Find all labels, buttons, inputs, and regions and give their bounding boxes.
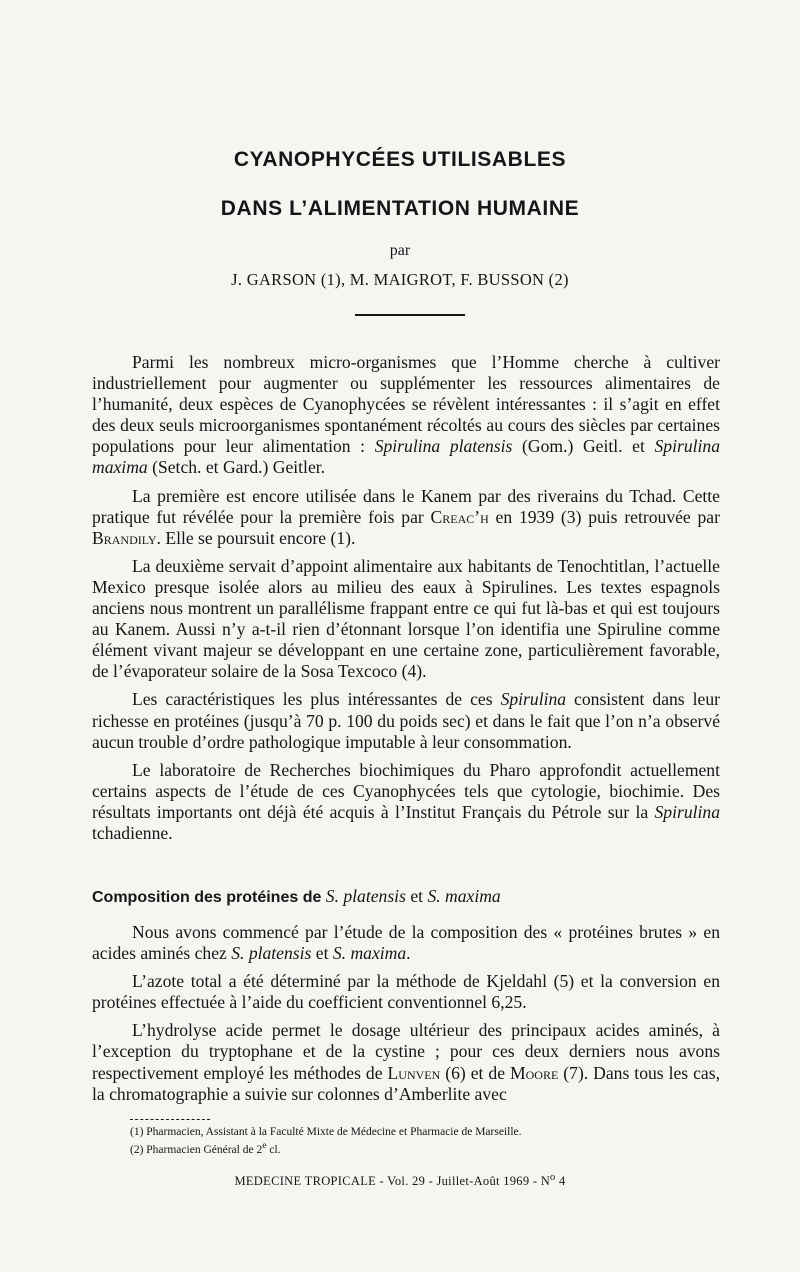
species-name: Spirulina [500,689,567,710]
intro-paragraph-2 [92,486,720,549]
text-run: La première est encore utilisée dans le Kanem par des riverains du Tchad. Cette pratique fut révélée pour la première fois par [92,485,720,527]
text-run: (2) Pharmacien Général de 2 [130,1143,263,1156]
author-name: Moore [510,1062,559,1083]
text-run: MEDECINE TROPICALE - Vol. 29 - Juillet-Août 1969 - N [234,1174,551,1189]
author-name: Brandily [92,527,157,548]
text-run: et [410,886,424,906]
intro-paragraph-3 [92,556,720,683]
text-run: Parmi les nombreux micro-organismes que l’Homme cherche à cultiver industriellement pour augmenter ou supplémenter les ressources alimentaires de l’humanité, deux espèces de Cyanophycées se révèlent intéressantes : il s’agit en effet des deux seuls microorganismes spontanément récoltés au cours des siècles par certaines populations pour leur alimentation : [92,352,720,457]
species-name: S. platensis [231,943,312,964]
text-run: et [311,943,333,964]
title-separator-rule [355,314,465,316]
journal-footer [0,1172,800,1189]
species-name: Spirulina [654,801,720,822]
section-heading [92,886,501,907]
text-run: L’hydrolyse acide permet le dosage ultérieur des principaux acides aminés, à l’exception du tryptophane et de la cystine ; pour ces deux derniers nous avons respectivement employé les méthodes de [92,1020,720,1083]
superscript: e [262,1140,267,1151]
superscript: o [550,1172,556,1183]
text-run: L’azote total a été déterminé par la méthode de Kjeldahl (5) et la conversion en protéines effectuée à l’aide du coefficient conventionnel 6,25. [92,971,720,1013]
text-run: (6) et de [440,1062,510,1083]
text-run: . Elle se poursuit encore (1). [156,527,356,548]
species-name: S. platensis [325,886,406,906]
section-paragraph-2 [92,971,720,1013]
intro-paragraph-1 [92,352,720,479]
text-run: (Setch. et Gard.) Geitler. [147,457,326,478]
intro-paragraph-4 [92,689,720,752]
intro-text [92,352,720,851]
intro-paragraph-5 [92,760,720,844]
author-name: Lunven [387,1062,441,1083]
footnote-1: (1) Pharmacien, Assistant à la Faculté Mixte de Médecine et Pharmacie de Marseille. [130,1126,522,1138]
text-run: Les caractéristiques les plus intéressantes de ces [132,689,501,710]
text-run: . [406,943,411,964]
text-run: (Gom.) Geitl. et [512,436,655,457]
text-run: en 1939 (3) puis retrouvée par [488,506,720,527]
section-paragraph-3 [92,1020,720,1104]
by-label: par [389,242,411,259]
article-title-line-1: CYANOPHYCÉES UTILISABLES [233,148,567,171]
text-run: Le laboratoire de Recherches biochimiques du Pharo approfondit actuellement certains aspects de l’étude de ces Cyanophycées tels que cytologie, biochimie. Des résultats importants ont déjà été acquis à l’Institut Français du Pétrole sur la [92,759,720,822]
authors-line: J. GARSON (1), M. MAIGROT, F. BUSSON (2) [231,270,569,289]
section-paragraph-1 [92,922,720,964]
text-run: tchadienne. [92,822,173,843]
footnote-2 [130,1139,522,1157]
text-run: La deuxième servait d’appoint alimentaire aux habitants de Tenochtitlan, l’actuelle Mexico presque isolée alors au milieu des eaux à Spirulines. Les textes espagnols anciens nous montrent un parallélisme frappant entre ce qui fut là-bas et qui est toujours au Kanem. Aussi n’y a-t-il rien d’étonnant lorsque l’on identifia une Spiruline comme élément vivant majeur se développant en une certaine zone, particulièrement favorable, de l’évaporateur solaire de la Sosa Texcoco (4). [92,555,720,682]
article-title-line-2: DANS L’ALIMENTATION HUMAINE [220,197,580,220]
species-name: Spirulina platensis [374,436,513,457]
text-run: (7). Dans tous les cas, la chromatographie a suivie sur colonnes d’Amberlite avec [92,1062,720,1104]
text-run: 4 [555,1174,566,1189]
species-name: Spirulina maxima [92,436,720,478]
footnotes [130,1125,522,1157]
text-run: consistent dans leur richesse en protéines (jusqu’à 70 p. 100 du poids sec) et dans le fait que l’on n’a observé aucun trouble d’ordre pathologique imputable à leur consommation. [92,689,720,752]
section-heading-bold: Composition des protéines de [92,889,322,906]
author-name: Creac’h [430,506,489,527]
section-text [92,922,720,1112]
text-run: Nous avons commencé par l’étude de la composition des « protéines brutes » en acides aminés chez [92,922,720,964]
species-name: S. maxima [332,943,407,964]
text-run: cl. [266,1143,281,1156]
species-name: S. maxima [427,886,501,906]
footnote-separator [130,1119,210,1120]
